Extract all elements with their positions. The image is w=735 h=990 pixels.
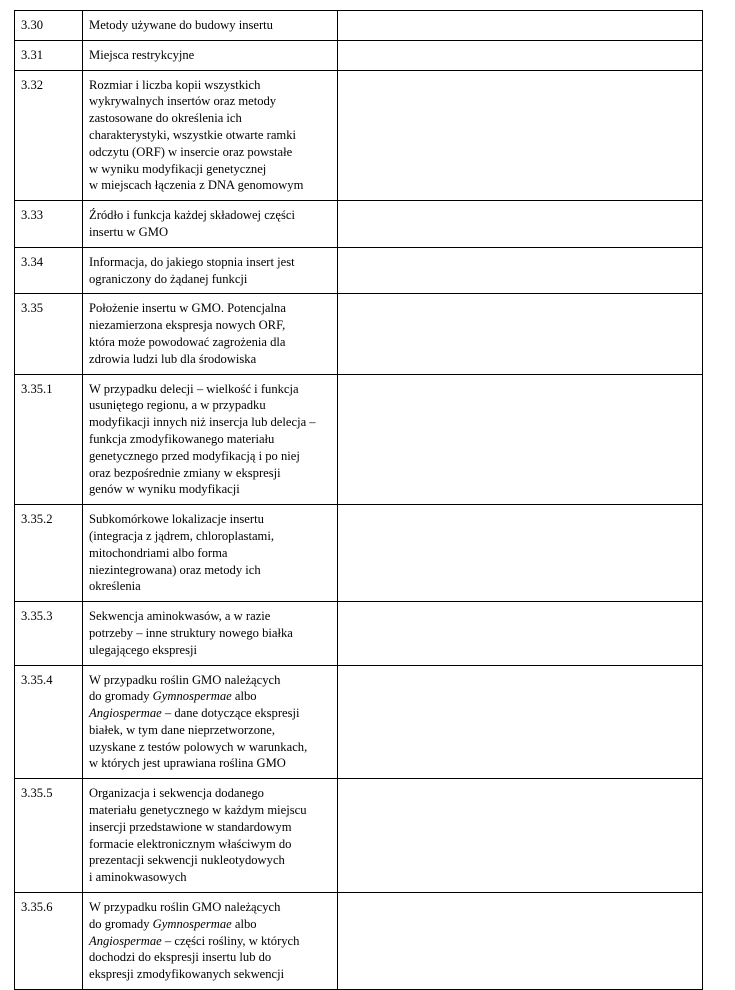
table-row bbox=[15, 40, 703, 70]
row-description bbox=[83, 602, 338, 665]
description-line: W przypadku roślin GMO należących bbox=[89, 900, 281, 915]
description-line: która może powodować zagrożenia dla bbox=[89, 334, 286, 349]
row-value bbox=[338, 40, 703, 70]
row-value bbox=[338, 201, 703, 248]
row-number: 3.30 bbox=[15, 11, 83, 41]
row-description bbox=[83, 70, 338, 201]
description-line: funkcja zmodyfikowanego materiału bbox=[89, 431, 275, 446]
description-line: Metody używane do budowy insertu bbox=[89, 18, 273, 32]
description-line: ulegającego ekspresji bbox=[89, 642, 198, 657]
row-number: 3.35.2 bbox=[15, 505, 83, 602]
description-line: i aminokwasowych bbox=[89, 870, 187, 885]
description-line: białek, w tym dane nieprzetworzone, bbox=[89, 722, 276, 737]
table-row bbox=[15, 665, 703, 779]
description-line: zdrowia ludzi lub dla środowiska bbox=[89, 351, 257, 366]
description-line: prezentacji sekwencji nukleotydowych bbox=[89, 853, 285, 868]
description-line: w których jest uprawiana roślina GMO bbox=[89, 756, 286, 771]
row-number: 3.35.5 bbox=[15, 779, 83, 893]
table-row bbox=[15, 505, 703, 602]
description-line: oraz bezpośrednie zmiany w ekspresji bbox=[89, 465, 281, 480]
row-value bbox=[338, 374, 703, 505]
row-description bbox=[83, 201, 338, 248]
description-line: do gromady Gymnospermae albo bbox=[89, 916, 257, 931]
row-description bbox=[83, 505, 338, 602]
row-number: 3.35 bbox=[15, 294, 83, 374]
row-description bbox=[83, 247, 338, 294]
description-line: insercji przedstawione w standardowym bbox=[89, 819, 292, 834]
description-line: Położenie insertu w GMO. Potencjalna bbox=[89, 301, 286, 316]
row-number: 3.35.3 bbox=[15, 602, 83, 665]
description-line: Informacja, do jakiego stopnia insert jest bbox=[89, 254, 295, 269]
description-line: dochodzi do ekspresji insertu lub do bbox=[89, 950, 272, 965]
row-description bbox=[83, 893, 338, 990]
row-number: 3.32 bbox=[15, 70, 83, 201]
row-number: 3.35.6 bbox=[15, 893, 83, 990]
row-value bbox=[338, 665, 703, 779]
row-description bbox=[83, 374, 338, 505]
description-line: charakterystyki, wszystkie otwarte ramki bbox=[89, 127, 297, 142]
description-line: Subkomórkowe lokalizacje insertu bbox=[89, 512, 264, 527]
description-line: odczytu (ORF) w insercie oraz powstałe bbox=[89, 144, 293, 159]
row-value bbox=[338, 294, 703, 374]
description-line: genów w wyniku modyfikacji bbox=[89, 482, 240, 497]
description-line: niezamierzona ekspresja nowych ORF, bbox=[89, 318, 286, 333]
description-line: Miejsca restrykcyjne bbox=[89, 47, 195, 62]
table-row bbox=[15, 70, 703, 201]
row-value bbox=[338, 11, 703, 41]
description-line: Organizacja i sekwencja dodanego bbox=[89, 786, 264, 801]
description-line: Angiospermae – części rośliny, w których bbox=[89, 933, 300, 948]
table-row bbox=[15, 201, 703, 248]
row-number: 3.33 bbox=[15, 201, 83, 248]
row-value bbox=[338, 779, 703, 893]
row-number: 3.35.4 bbox=[15, 665, 83, 779]
description-line: (integracja z jądrem, chloroplastami, bbox=[89, 528, 274, 543]
row-value bbox=[338, 70, 703, 201]
row-number: 3.34 bbox=[15, 247, 83, 294]
description-line: ekspresji zmodyfikowanych sekwencji bbox=[89, 967, 285, 982]
description-line: insertu w GMO bbox=[89, 224, 169, 239]
row-description bbox=[83, 294, 338, 374]
description-line: mitochondriami albo forma bbox=[89, 545, 228, 560]
row-description bbox=[83, 779, 338, 893]
description-line: wykrywalnych insertów oraz metody bbox=[89, 94, 277, 109]
description-line: uzyskane z testów polowych w warunkach, bbox=[89, 739, 308, 754]
description-line: niezintegrowana) oraz metody ich bbox=[89, 562, 261, 577]
row-value bbox=[338, 247, 703, 294]
description-line: określenia bbox=[89, 579, 141, 594]
row-description bbox=[83, 11, 338, 41]
table-row bbox=[15, 779, 703, 893]
description-line: Sekwencja aminokwasów, a w razie bbox=[89, 609, 271, 624]
table-row bbox=[15, 294, 703, 374]
row-value bbox=[338, 602, 703, 665]
table-row bbox=[15, 247, 703, 294]
description-line: genetycznego przed modyfikacją i po niej bbox=[89, 448, 300, 463]
requirements-table bbox=[14, 10, 703, 990]
description-line: materiału genetycznego w każdym miejscu bbox=[89, 803, 307, 818]
row-value bbox=[338, 505, 703, 602]
description-line: w wyniku modyfikacji genetycznej bbox=[89, 161, 267, 176]
description-line: formacie elektronicznym właściwym do bbox=[89, 836, 292, 851]
description-line: ograniczony do żądanej funkcji bbox=[89, 271, 248, 286]
row-value bbox=[338, 893, 703, 990]
table-row bbox=[15, 602, 703, 665]
table-row bbox=[15, 893, 703, 990]
description-line: potrzeby – inne struktury nowego białka bbox=[89, 625, 293, 640]
table-row bbox=[15, 11, 703, 41]
description-line: modyfikacji innych niż insercja lub delecja – bbox=[89, 415, 316, 430]
table-row bbox=[15, 374, 703, 505]
row-number: 3.31 bbox=[15, 40, 83, 70]
description-line: zastosowane do określenia ich bbox=[89, 111, 242, 126]
description-line: do gromady Gymnospermae albo bbox=[89, 689, 257, 704]
description-line: w miejscach łączenia z DNA genomowym bbox=[89, 178, 304, 193]
description-line: W przypadku roślin GMO należących bbox=[89, 672, 281, 687]
row-description bbox=[83, 665, 338, 779]
row-description bbox=[83, 40, 338, 70]
description-line: Angiospermae – dane dotyczące ekspresji bbox=[89, 706, 300, 721]
row-number: 3.35.1 bbox=[15, 374, 83, 505]
description-line: Rozmiar i liczba kopii wszystkich bbox=[89, 77, 261, 92]
table-body bbox=[15, 11, 703, 990]
description-line: W przypadku delecji – wielkość i funkcja bbox=[89, 381, 299, 396]
description-line: Źródło i funkcja każdej składowej części bbox=[89, 208, 295, 223]
description-line: usuniętego regionu, a w przypadku bbox=[89, 398, 266, 413]
